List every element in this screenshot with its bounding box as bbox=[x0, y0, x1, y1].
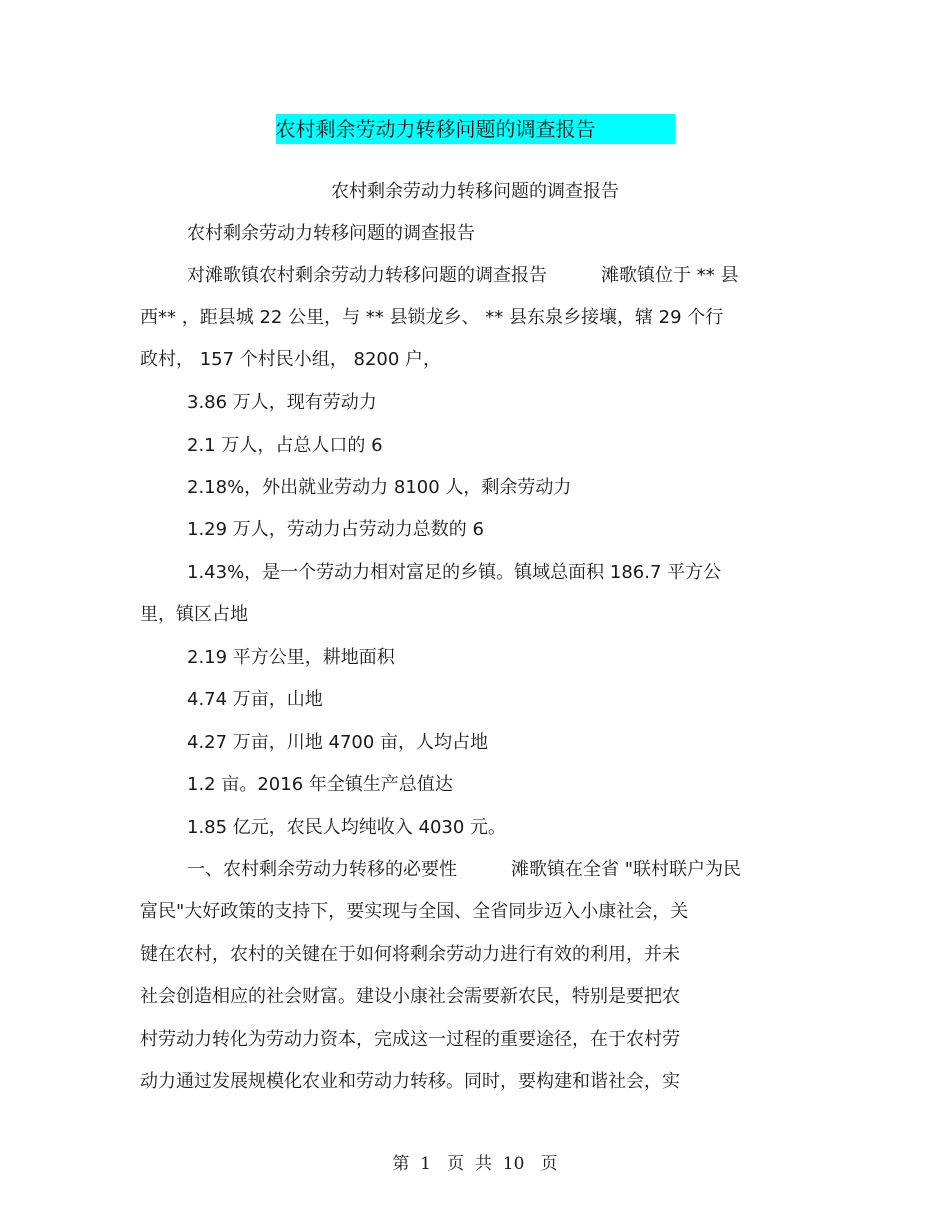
body-line: 键在农村，农村的关键在于如何将剩余劳动力进行有效的利用，并未 bbox=[140, 944, 680, 965]
body-line: 4.27 万亩，川地 4700 亩，人均占地 bbox=[187, 732, 489, 753]
body-line: 村劳动力转化为劳动力资本，完成这一过程的重要途径，在于农村劳 bbox=[140, 1029, 680, 1050]
body-line: 2.1 万人，占总人口的 6 bbox=[187, 435, 383, 456]
body-line: 1.43%，是一个劳动力相对富足的乡镇。镇域总面积 186.7 平方公 bbox=[187, 562, 722, 583]
body-line: 政村， 157 个村民小组， 8200 户， bbox=[140, 349, 442, 370]
body-line: 动力通过发展规模化农业和劳动力转移。同时，要构建和谐社会，实 bbox=[140, 1071, 680, 1092]
body-line: 2.18%，外出就业劳动力 8100 人，剩余劳动力 bbox=[187, 477, 572, 498]
highlighted-title: 农村剩余劳动力转移问题的调查报告 bbox=[276, 114, 675, 144]
body-line: 对滩歌镇农村剩余劳动力转移问题的调查报告 滩歌镇位于 ** 县 bbox=[187, 265, 739, 286]
body-line: 1.29 万人，劳动力占劳动力总数的 6 bbox=[187, 519, 484, 540]
body-line: 富民"大好政策的支持下，要实现与全国、全省同步迈入小康社会，关 bbox=[140, 901, 689, 922]
title-wrapper bbox=[0, 114, 950, 144]
body-line: 社会创造相应的社会财富。建设小康社会需要新农民，特别是要把农 bbox=[140, 986, 680, 1007]
body-line: 一、农村剩余劳动力转移的必要性 滩歌镇在全省 "联村联户为民 bbox=[187, 859, 741, 880]
page-number-footer: 第 1 页 共 10 页 bbox=[392, 1154, 558, 1174]
body-line: 农村剩余劳动力转移问题的调查报告 bbox=[187, 223, 475, 244]
body-line: 3.86 万人，现有劳动力 bbox=[187, 392, 377, 413]
subtitle: 农村剩余劳动力转移问题的调查报告 bbox=[331, 181, 619, 202]
body-line: 2.19 平方公里，耕地面积 bbox=[187, 647, 395, 668]
body-line: 里，镇区占地 bbox=[140, 604, 248, 625]
body-line: 1.2 亩。2016 年全镇生产总值达 bbox=[187, 774, 453, 795]
body-line: 4.74 万亩，山地 bbox=[187, 689, 323, 710]
body-line: 1.85 亿元，农民人均纯收入 4030 元。 bbox=[187, 817, 507, 838]
body-line: 西** ，距县城 22 公里，与 ** 县锁龙乡、 ** 县东泉乡接壤，辖 29 个行 bbox=[140, 307, 724, 328]
